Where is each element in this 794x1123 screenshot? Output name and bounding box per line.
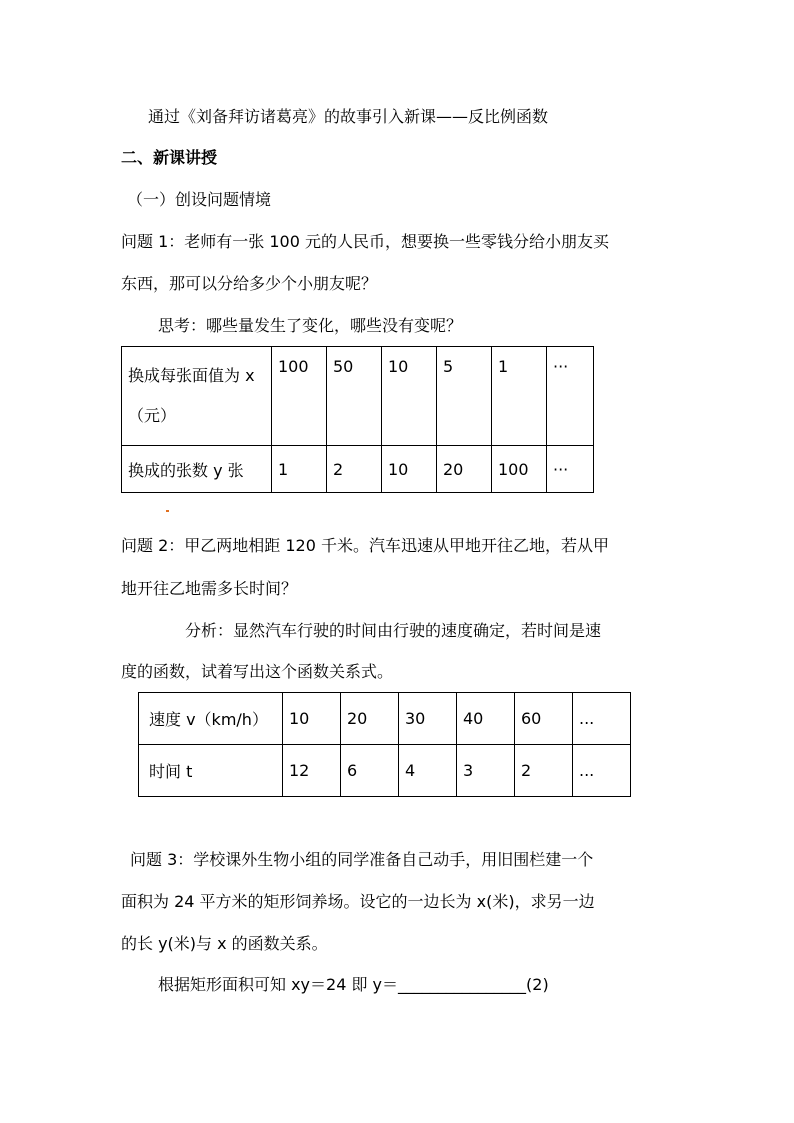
table-row: [139, 693, 631, 745]
q3-formula: 根据矩形面积可知 xy＝24 即 y＝________________(2): [158, 975, 549, 994]
table-cell: 6: [341, 745, 399, 797]
q2-line2: 地开往乙地需多长时间？: [121, 579, 298, 598]
table-cell: 50: [327, 347, 382, 446]
q3-line2: 面积为 24 平方米的矩形饲养场。设它的一边长为 x(米)，求另一边: [121, 892, 595, 911]
q1-line2: 东西，那可以分给多少个小朋友呢？: [121, 274, 378, 293]
stray-mark: [166, 510, 169, 512]
q2-line1: 问题 2：甲乙两地相距 120 千米。汽车迅速从甲地开往乙地，若从甲: [121, 536, 609, 555]
table-cell: 20: [341, 693, 399, 745]
table-cell: 30: [399, 693, 457, 745]
q3-line3: 的长 y(米)与 x 的函数关系。: [121, 934, 328, 953]
table-cell: ...: [573, 693, 631, 745]
table-cell: 2: [327, 446, 382, 493]
table-cell: 2: [515, 745, 573, 797]
table-cell: 100: [272, 347, 327, 446]
table-cell: 10: [283, 693, 341, 745]
table-cell: ...: [573, 745, 631, 797]
q1-think: 思考：哪些量发生了变化，哪些没有变呢？: [158, 316, 463, 335]
table-row: [122, 347, 594, 446]
table-cell: 100: [492, 446, 547, 493]
row-label-denomination: 换成每张面值为 x（元）: [122, 347, 272, 446]
denomination-table: [121, 346, 594, 493]
table-cell: 4: [399, 745, 457, 797]
row-label-time: 时间 t: [139, 745, 283, 797]
row-label-speed: 速度 v（km/h）: [139, 693, 283, 745]
q2-analysis2: 度的函数，试着写出这个函数关系式。: [121, 662, 394, 681]
table-cell: 1: [272, 446, 327, 493]
speed-time-table: [138, 692, 631, 797]
table-cell: ···: [547, 446, 594, 493]
q2-analysis1: 分析：显然汽车行驶的时间由行驶的速度确定，若时间是速: [185, 621, 602, 640]
subsection-heading: （一）创设问题情境: [127, 190, 272, 209]
q3-line1: 问题 3：学校课外生物小组的同学准备自己动手，用旧围栏建一个: [130, 850, 594, 869]
table-cell: 5: [437, 347, 492, 446]
table-cell: 10: [382, 446, 437, 493]
q1-line1: 问题 1：老师有一张 100 元的人民币，想要换一些零钱分给小朋友买: [121, 232, 609, 251]
table-cell: 60: [515, 693, 573, 745]
table-row: [139, 745, 631, 797]
table-row: [122, 446, 594, 493]
table-cell: 10: [382, 347, 437, 446]
table-cell: 3: [457, 745, 515, 797]
intro-text: 通过《刘备拜访诸葛亮》的故事引入新课——反比例函数: [148, 107, 549, 126]
table-cell: 40: [457, 693, 515, 745]
table-cell: 12: [283, 745, 341, 797]
table-cell: 1: [492, 347, 547, 446]
table-cell: ···: [547, 347, 594, 446]
section-heading: 二、新课讲授: [121, 148, 218, 167]
table-cell: 20: [437, 446, 492, 493]
row-label-count: 换成的张数 y 张: [122, 446, 272, 493]
